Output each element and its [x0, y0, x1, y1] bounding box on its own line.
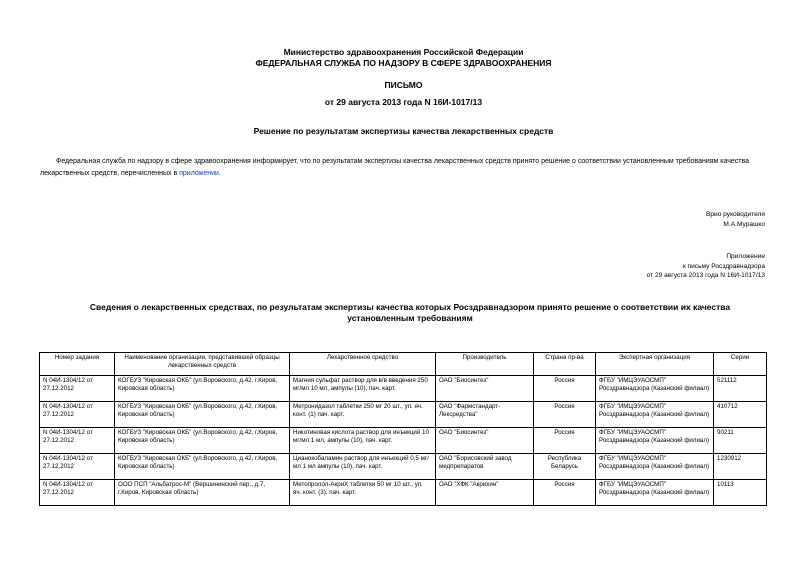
cell-organization: КОГБУЗ "Кировская ОКБ" (ул.Воровского, д.42, г.Киров, Кировская область) [115, 402, 290, 428]
col-header-organization: Наименование организации, представившей образцы лекарственных средств [115, 353, 290, 376]
cell-series: 10113 [714, 480, 767, 506]
document-title: Решение по результатам экспертизы качества лекарственных средств [253, 126, 554, 136]
appendix-to-letter: к письму Росздравнадзора [682, 262, 765, 270]
cell-expert-org: ФГБУ "ИМЦЭУАОСМП" Росздравнадзора (Казанский филиал) [596, 428, 714, 454]
cell-organization: КОГБУЗ "Кировская ОКБ" (ул.Воровского, д.42, г.Киров, Кировская область) [115, 376, 290, 402]
cell-country: Россия [534, 480, 596, 506]
document-type: ПИСЬМО [384, 80, 423, 90]
cell-manufacturer: ОАО "ХФК "Акрихин" [436, 480, 534, 506]
cell-manufacturer: ОАО "Борисовский завод медпрепаратов [436, 454, 534, 480]
cell-series: 410712 [714, 402, 767, 428]
cell-series: 1230912 [714, 454, 767, 480]
cell-expert-org: ФГБУ "ИМЦЭУАОСМП" Росздравнадзора (Казанский филиал) [596, 480, 714, 506]
table-row [40, 402, 767, 428]
cell-expert-org: ФГБУ "ИМЦЭУАОСМП" Росздравнадзора (Казанский филиал) [596, 454, 714, 480]
cell-task-number: N 04И-1304/12 от 27.12.2012 [40, 454, 115, 480]
body-paragraph [40, 156, 770, 180]
service-name: ФЕДЕРАЛЬНАЯ СЛУЖБА ПО НАДЗОРУ В СФЕРЕ ЗДРАВООХРАНЕНИЯ [255, 58, 552, 68]
table-title: Сведения о лекарственных средствах, по результатам экспертизы качества которых Росздравнадзором принято решение о соответствии их качества установленным требованиям [89, 302, 731, 323]
body-text: Федеральная служба по надзору в сфере здравоохранения информирует, что по результатам экспертизы качества лекарственных средств принято решение о соответствии установленным требованиям качества лекарственных средств, перечисленных в [40, 158, 750, 177]
cell-expert-org: ФГБУ "ИМЦЭУАОСМП" Росздравнадзора (Казанский филиал) [596, 402, 714, 428]
body-end: . [218, 170, 221, 177]
cell-drug: Магния сульфат раствор для в/в введения 250 мг/мл 10 мл, ампулы (10), пач. карт. [290, 376, 436, 402]
table-row [40, 480, 767, 506]
appendix-link[interactable]: приложении [179, 170, 219, 177]
cell-series: 90211 [714, 428, 767, 454]
appendix-block [647, 252, 765, 281]
cell-manufacturer: ОАО "Биосинтез" [436, 428, 534, 454]
cell-organization: КОГБУЗ "Кировская ОКБ" (ул.Воровского, д.42, г.Киров, Кировская область) [115, 454, 290, 480]
table-row [40, 376, 767, 402]
col-header-series: Серии [714, 353, 767, 376]
ministry-name: Министерство здравоохранения Российской Федерации [283, 47, 524, 57]
cell-drug: Цианокобаламин раствор для инъекций 0,5 мг/мл 1 мл ампулы (10), пач. карт. [290, 454, 436, 480]
table-row [40, 454, 767, 480]
cell-drug: Метопролол-АкриХ таблетки 50 мг 10 шт., уп. яч. конт. (3), пач. карт. [290, 480, 436, 506]
cell-task-number: N 04И-1304/12 от 27.12.2012 [40, 480, 115, 506]
cell-manufacturer: ОАО "Биосинтез" [436, 376, 534, 402]
cell-country: Россия [534, 402, 596, 428]
cell-country: Республика Беларусь [534, 454, 596, 480]
cell-country: Россия [534, 376, 596, 402]
cell-task-number: N 04И-1304/12 от 27.12.2012 [40, 376, 115, 402]
drugs-table [39, 352, 767, 506]
appendix-date: от 29 августа 2013 года N 16И-1017/13 [646, 272, 765, 279]
col-header-country: Страна пр-ва [534, 353, 596, 376]
document-date: от 29 августа 2013 года N 16И-1017/13 [324, 97, 483, 107]
table-header-row [40, 353, 767, 376]
cell-organization: ООО ПСП "Альбатрос-М" (Вершининский пер., д.7, г.Киров, Кировская область) [115, 480, 290, 506]
cell-country: Россия [534, 428, 596, 454]
cell-drug: Никотиновая кислота раствор для инъекций 10 мг/мл 1 мл, ампулы (10), пач. карт. [290, 428, 436, 454]
cell-task-number: N 04И-1304/12 от 27.12.2012 [40, 402, 115, 428]
cell-expert-org: ФГБУ "ИМЦЭУАОСМП" Росздравнадзора (Казанский филиал) [596, 376, 714, 402]
col-header-task-number: Номер задания [40, 353, 115, 376]
col-header-expert-org: Экспертная организация [596, 353, 714, 376]
signatory-position: Врио руководителя [705, 211, 765, 218]
cell-organization: КОГБУЗ "Кировская ОКБ" (ул.Воровского, д.42, г.Киров, Кировская область) [115, 428, 290, 454]
cell-manufacturer: ОАО "Фармстандарт-Лексредства" [436, 402, 534, 428]
signature-block [706, 210, 765, 229]
cell-series: 521112 [714, 376, 767, 402]
signatory-name: М.А.Мурашко [723, 220, 765, 228]
appendix-label: Приложение [726, 253, 765, 260]
cell-drug: Метронидазол таблетки 250 мг 20 шт., уп. яч. конт. (1) пач. карт. [290, 402, 436, 428]
table-row [40, 428, 767, 454]
col-header-manufacturer: Производитель [436, 353, 534, 376]
cell-task-number: N 04И-1304/12 от 27.12.2012 [40, 428, 115, 454]
col-header-drug: Лекарственное средство [290, 353, 436, 376]
